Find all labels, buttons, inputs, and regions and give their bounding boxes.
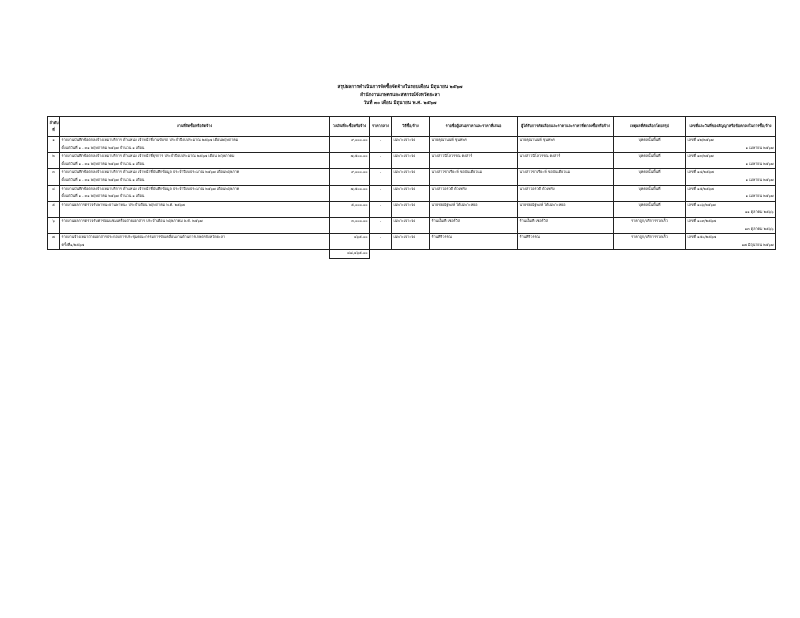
report-agency: สำนักงานเกษตรและสหกรณ์จังหวัดยะลา: [360, 93, 440, 98]
row-work-detail: ตั้งแต่วันที่ ๑ - ๓๑ พฤษภาคม ๒๕๖๗ จำนวน ๑ เดือน: [60, 161, 330, 169]
row-no: ๒: [48, 153, 60, 161]
row-work: รายงานผลการตรวจรับพาหนะยานพาหนะ ประจำเดือน พฤษภาคม พ.ศ. ๒๕๖๗: [60, 201, 330, 209]
row-winner: นางสาวนีโลวรรณ คงสาร์: [518, 153, 614, 161]
row-method: เฉพาะเจาะจง: [392, 217, 430, 225]
col-header-no: ลำดับที่: [48, 117, 60, 137]
row-median: -: [370, 185, 392, 193]
row-method: เฉพาะเจาะจง: [392, 201, 430, 209]
row-contract: เลขที่ ๑๐๙/๒๕๖๗: [686, 217, 776, 225]
row-work: รายงานผลการตรวจรับค่าซ่อมแซมเครื่องถ่ายเอกสาร ประจำเดือน พฤษภาคม พ.ศ. ๒๕๖๗: [60, 217, 330, 225]
col-header-winner: ผู้ได้รับการคัดเลือกและราคาและราคาที่ตกลงซื้อหรือจ้าง: [518, 117, 614, 137]
report-date: วันที่ ๓๐ เดือน มิถุนายน พ.ศ. ๒๕๖๗: [363, 101, 437, 106]
row-winner: นายชยณัฐพงษ์ ได้เฉพาะหยอ: [518, 201, 614, 209]
row-work-detail: [60, 226, 330, 234]
table-row: [48, 185, 776, 193]
procurement-table: [47, 116, 776, 259]
total-budget: ๔๘,๔๖๕.๐๐: [330, 250, 370, 259]
row-no: ๖: [48, 217, 60, 225]
row-work: รายงานจ้างเหมาถ่ายเอกสารประกอบการประชุมคณะกรรมการขับเคลื่อนงานด้านการเกษตรจังหวัดยะลา: [60, 234, 330, 242]
row-budget: ๗,๕๐๐.๐๐: [330, 153, 370, 161]
table-row: [48, 137, 776, 145]
row-bidders: นายชยณัฐพงษ์ ได้เฉพาะหยอ: [430, 201, 518, 209]
row-bidders: นางสาวนีโลวรรณ คงสาร์: [430, 153, 518, 161]
row-contract: เลขที่ ๑๓/๒๕๖๗: [686, 153, 776, 161]
row-contract: เลขที่ ๑๕๐/๒๕๖๗: [686, 234, 776, 242]
row-no: ๑: [48, 137, 60, 145]
row-contract-date: ๑๓ ตุลาคม ๒๕๖๖: [686, 226, 776, 234]
row-method: เฉพาะเจาะจง: [392, 153, 430, 161]
row-median: -: [370, 234, 392, 242]
row-contract-date: ๑๗ มิถุนายน ๒๕๖๗: [686, 242, 776, 250]
col-header-median: ราคากลาง: [370, 117, 392, 137]
row-no: ๗: [48, 234, 60, 242]
row-contract-date: ๑ เมษายน ๒๕๖๗: [686, 177, 776, 185]
col-header-contract: เลขที่และวันที่ของสัญญาหรือข้อตกลงในการซื้อ/จ้าง: [686, 117, 776, 137]
row-no: ๔: [48, 185, 60, 193]
table-row: [48, 153, 776, 161]
col-header-bidders: รายชื่อผู้เสนอราคาและราคาที่เสนอ: [430, 117, 518, 137]
row-median: -: [370, 169, 392, 177]
row-budget: ๔๖๕.๐๐: [330, 234, 370, 242]
row-budget: ๓,๐๐๐.๐๐: [330, 217, 370, 225]
row-reason: ราคาถูก/บริการรวดเร็ว: [614, 234, 686, 242]
row-median: -: [370, 201, 392, 209]
row-work: รายงานบันทึกข้อตกลงจ้างเหมาบริการ ตำแหน่ง เจ้าหน้าที่งานขับรถ ประจำปีงบประมาณ ๒๕๖๗ เดือนพฤษภาคม: [60, 137, 330, 145]
table-row-sub: [48, 226, 776, 234]
row-budget: ๗,๕๐๐.๐๐: [330, 185, 370, 193]
row-no: ๓: [48, 169, 60, 177]
row-work: รายงานบันทึกข้อตกลงจ้างเหมาบริการ ตำแหน่ง เจ้าหน้าที่บันทึกข้อมูล ประจำปีงบประมาณ ๒๕๖๗ เดือนพฤษภาค: [60, 185, 330, 193]
row-contract-date: ๑ เมษายน ๒๕๖๗: [686, 145, 776, 153]
col-header-work: งานที่จัดซื้อหรือจัดจ้าง: [60, 117, 330, 137]
table-row: [48, 169, 776, 177]
col-header-method: วิธีซื้อ/จ้าง: [392, 117, 430, 137]
row-winner: ร้านศิริวรรณ: [518, 234, 614, 242]
row-contract: เลขที่ ๑๕/๒๕๖๗: [686, 185, 776, 193]
table-row-sub: [48, 161, 776, 169]
table-row-sub: [48, 209, 776, 217]
row-contract-date: ๑๑ ตุลาคม ๒๕๖๖: [686, 209, 776, 217]
row-winner: นางสาวซาเรียะห์ ขอบันเดียวแม: [518, 169, 614, 177]
row-reason: บุคคลนั้นพื้นที่: [614, 137, 686, 145]
row-budget: ๙,๐๐๐.๐๐: [330, 137, 370, 145]
row-work-detail: ตั้งแต่วันที่ ๑ - ๓๑ พฤษภาคม ๒๕๖๗ จำนวน ๑ เดือน: [60, 145, 330, 153]
row-median: -: [370, 137, 392, 145]
table-row-sub: [48, 193, 776, 201]
row-work-detail: ตั้งแต่วันที่ ๑ - ๓๑ พฤษภาคม ๒๕๖๗ จำนวน ๑ เดือน: [60, 177, 330, 185]
row-no: ๕: [48, 201, 60, 209]
row-reason: บุคคลนั้นพื้นที่: [614, 153, 686, 161]
row-method: เฉพาะเจาะจง: [392, 185, 430, 193]
row-reason: ราคาถูก/บริการรวดเร็ว: [614, 217, 686, 225]
row-bidders: ร้านศิริวรรณ: [430, 234, 518, 242]
col-header-budget: วงเงินที่จะซื้อหรือจ้าง: [330, 117, 370, 137]
row-contract: เลขที่ ๑๒/๒๕๖๗: [686, 137, 776, 145]
table-row: [48, 217, 776, 225]
table-row: [48, 201, 776, 209]
table-row-sub: [48, 177, 776, 185]
row-bidders: นายคุณานนท์ ขุนทพร: [430, 137, 518, 145]
row-work: รายงานบันทึกข้อตกลงจ้างเหมาบริการ ตำแหน่ง เจ้าหน้าที่ธุรการ ประจำปีงบประมาณ ๒๕๖๗ เดือน พฤษภาคม: [60, 153, 330, 161]
row-method: เฉพาะเจาะจง: [392, 137, 430, 145]
row-reason: บุคคลนั้นพื้นที่: [614, 185, 686, 193]
row-bidders: นางสาวซาเรียะห์ ขอบันเดียวแม: [430, 169, 518, 177]
row-winner: ร้านเอ็มที เซอร์วิส: [518, 217, 614, 225]
row-bidders: นางสาวอรวดี ด้วงทรัง: [430, 185, 518, 193]
row-work: รายงานบันทึกข้อตกลงจ้างเหมาบริการ ตำแหน่ง เจ้าหน้าที่บันทึกข้อมูล ประจำปีงบประมาณ ๒๕๖๗ เดือนพฤษภาค: [60, 169, 330, 177]
row-bidders: ร้านเอ็มที เซอร์วิส: [430, 217, 518, 225]
row-contract-date: ๑ เมษายน ๒๕๖๗: [686, 193, 776, 201]
row-budget: ๕,๐๐๐.๐๐: [330, 201, 370, 209]
row-contract: เลขที่ ๑๔/๒๕๖๗: [686, 169, 776, 177]
row-winner: นางสาวอรวดี ด้วงทรัง: [518, 185, 614, 193]
table-row: [48, 234, 776, 242]
row-contract: เลขที่ ๑๐๖/๒๕๖๗: [686, 201, 776, 209]
row-method: เฉพาะเจาะจง: [392, 169, 430, 177]
report-title: สรุปผลการดำเนินการจัดซื้อจัดจ้างในรอบเดือน มิถุนายน ๒๕๖๗: [337, 85, 463, 90]
row-work-detail: [60, 209, 330, 217]
row-work-detail: ตั้งแต่วันที่ ๑ - ๓๑ พฤษภาคม ๒๕๖๗ จำนวน ๑ เดือน: [60, 193, 330, 201]
row-method: เฉพาะเจาะจง: [392, 234, 430, 242]
table-row-sub: [48, 145, 776, 153]
col-header-reason: เหตุผลที่คัดเลือกโดยสรุป: [614, 117, 686, 137]
row-median: -: [370, 217, 392, 225]
row-work-detail: ครั้งที่๑/๒๕๖๗: [60, 242, 330, 250]
row-reason: บุคคลนั้นพื้นที่: [614, 201, 686, 209]
table-header-row: [48, 117, 776, 137]
table-row-sub: [48, 242, 776, 250]
row-budget: ๙,๐๐๐.๐๐: [330, 169, 370, 177]
row-reason: บุคคลนั้นพื้นที่: [614, 169, 686, 177]
report-header: [0, 84, 800, 108]
row-contract-date: ๑ เมษายน ๒๕๖๗: [686, 161, 776, 169]
row-winner: นายคุณานนท์ ขุนทพร: [518, 137, 614, 145]
row-median: -: [370, 153, 392, 161]
total-row: [48, 250, 776, 259]
